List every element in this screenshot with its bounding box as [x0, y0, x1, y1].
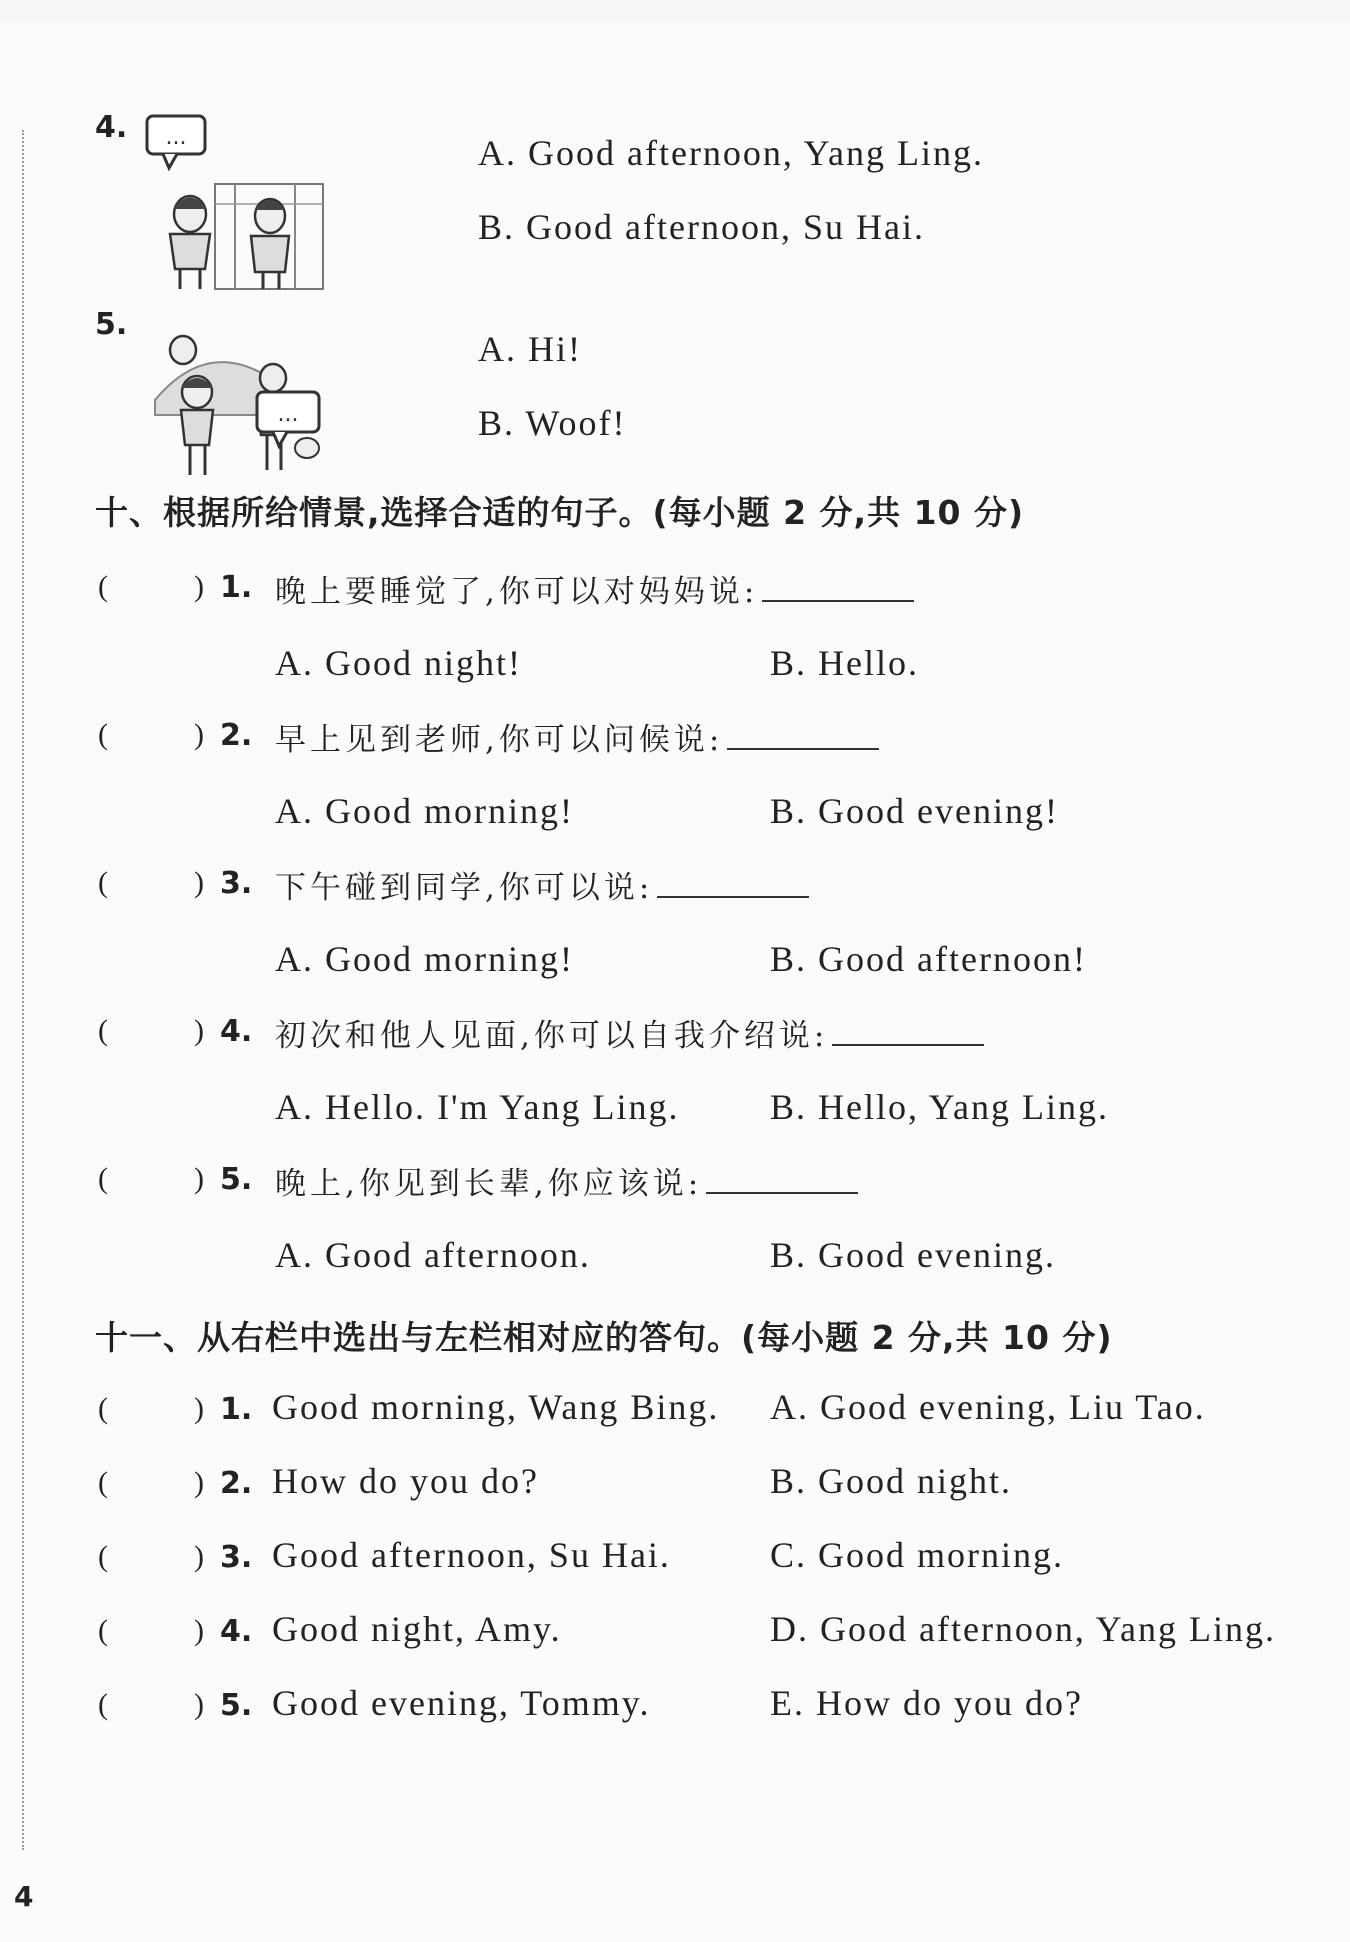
answer-blank	[657, 866, 809, 898]
item-number: 3.	[220, 866, 253, 901]
margin-dotted-line	[22, 130, 24, 1850]
option-b: B. Woof!	[478, 403, 627, 443]
answer-paren-close: )	[194, 718, 204, 751]
answer-paren-close: )	[194, 1392, 204, 1425]
answer-paren-close: )	[194, 1162, 204, 1195]
item-number: 2.	[220, 1466, 253, 1501]
answer-paren-open: (	[98, 1466, 108, 1499]
item-number: 5.	[220, 1162, 253, 1197]
answer-paren-close: )	[194, 1540, 204, 1573]
item-number: 5.	[220, 1688, 253, 1723]
children-and-dog-illustration	[145, 320, 325, 480]
question-number: 4.	[95, 110, 128, 145]
option-a: A. Good morning!	[275, 939, 574, 979]
answer-paren-open: (	[98, 718, 108, 751]
option-a: A. Good night!	[275, 643, 522, 683]
item-number: 2.	[220, 718, 253, 753]
worksheet-page	[0, 22, 1350, 1942]
left-column-sentence: Good night, Amy.	[272, 1609, 562, 1649]
page-number: 4	[14, 1880, 34, 1913]
section-10-title: 十、根据所给情景,选择合适的句子。(每小题 2 分,共 10 分)	[95, 493, 1025, 532]
item-prompt: 初次和他人见面,你可以自我介绍说:	[275, 1018, 829, 1054]
option-b: B. Hello, Yang Ling.	[770, 1087, 1110, 1127]
answer-paren-open: (	[98, 1540, 108, 1573]
speech-bubble-text: ...	[165, 125, 187, 150]
right-column-option: B. Good night.	[770, 1461, 1013, 1501]
item-number: 4.	[220, 1014, 253, 1049]
right-column-option: D. Good afternoon, Yang Ling.	[770, 1609, 1276, 1649]
right-column-option: E. How do you do?	[770, 1683, 1083, 1723]
option-b: B. Good afternoon, Su Hai.	[478, 207, 925, 247]
question-number: 5.	[95, 307, 128, 342]
answer-paren-open: (	[98, 866, 108, 899]
option-b: B. Good evening!	[770, 791, 1059, 831]
answer-blank	[706, 1162, 858, 1194]
item-prompt: 晚上要睡觉了,你可以对妈妈说:	[275, 574, 759, 610]
option-a: A. Good afternoon.	[275, 1235, 591, 1275]
option-b: B. Hello.	[770, 643, 919, 683]
answer-paren-close: )	[194, 1466, 204, 1499]
option-a: A. Hello. I'm Yang Ling.	[275, 1087, 680, 1127]
answer-paren-close: )	[194, 1688, 204, 1721]
two-girls-greeting-illustration	[145, 114, 325, 294]
answer-paren-open: (	[98, 570, 108, 603]
option-b: B. Good evening.	[770, 1235, 1056, 1275]
left-column-sentence: Good evening, Tommy.	[272, 1683, 651, 1723]
answer-paren-open: (	[98, 1392, 108, 1425]
option-a: A. Good afternoon, Yang Ling.	[478, 133, 984, 173]
left-column-sentence: Good afternoon, Su Hai.	[272, 1535, 671, 1575]
item-prompt: 晚上,你见到长辈,你应该说:	[275, 1166, 703, 1202]
item-prompt: 早上见到老师,你可以问候说:	[275, 722, 724, 758]
answer-blank	[727, 718, 879, 750]
left-column-sentence: How do you do?	[272, 1461, 539, 1501]
item-prompt: 下午碰到同学,你可以说:	[275, 870, 654, 906]
option-a: A. Hi!	[478, 329, 582, 369]
answer-paren-open: (	[98, 1614, 108, 1647]
section-11-title: 十一、从右栏中选出与左栏相对应的答句。(每小题 2 分,共 10 分)	[95, 1318, 1113, 1357]
answer-paren-open: (	[98, 1162, 108, 1195]
left-column-sentence: Good morning, Wang Bing.	[272, 1387, 720, 1427]
item-number: 3.	[220, 1540, 253, 1575]
answer-blank	[762, 570, 914, 602]
speech-bubble-text: ...	[277, 402, 299, 427]
answer-paren-open: (	[98, 1688, 108, 1721]
answer-paren-open: (	[98, 1014, 108, 1047]
answer-paren-close: )	[194, 866, 204, 899]
answer-paren-close: )	[194, 570, 204, 603]
item-number: 4.	[220, 1614, 253, 1649]
right-column-option: C. Good morning.	[770, 1535, 1065, 1575]
right-column-option: A. Good evening, Liu Tao.	[770, 1387, 1206, 1427]
answer-blank	[832, 1014, 984, 1046]
answer-paren-close: )	[194, 1614, 204, 1647]
item-number: 1.	[220, 1392, 253, 1427]
item-number: 1.	[220, 570, 253, 605]
option-b: B. Good afternoon!	[770, 939, 1087, 979]
option-a: A. Good morning!	[275, 791, 574, 831]
answer-paren-close: )	[194, 1014, 204, 1047]
